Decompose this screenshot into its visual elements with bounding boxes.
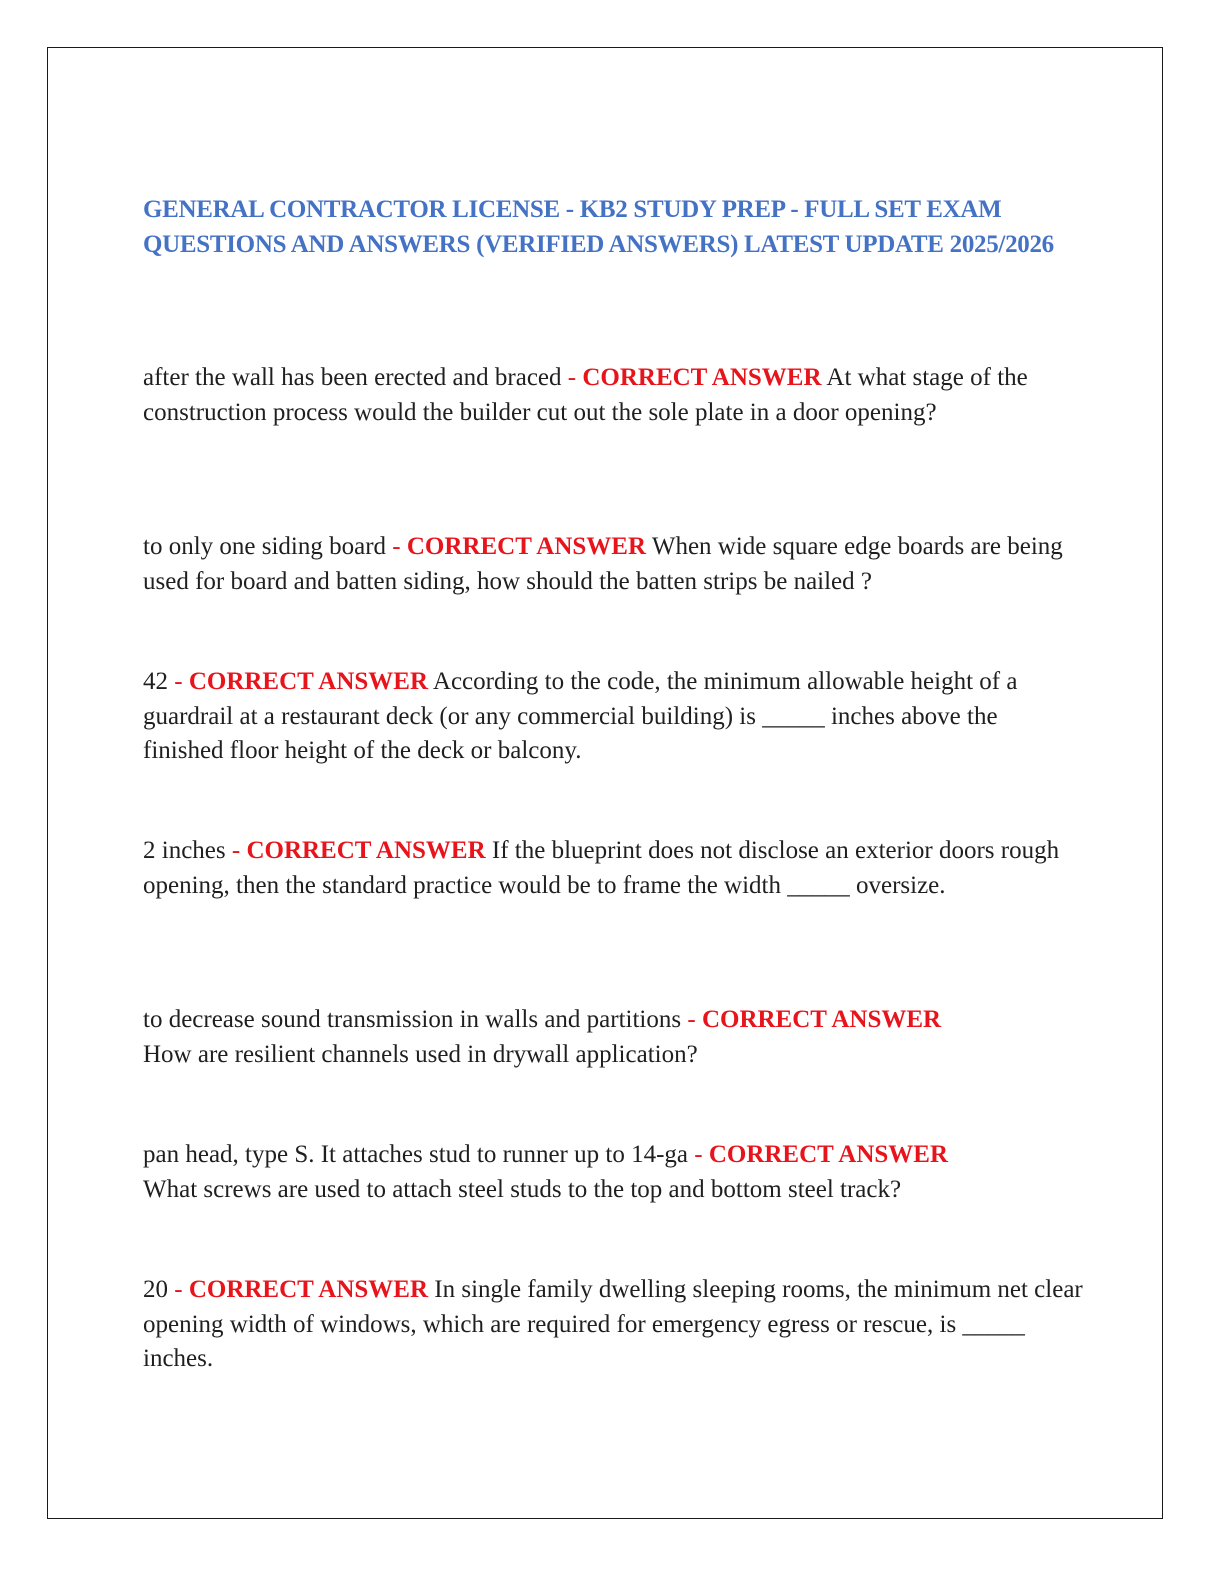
answer-separator: - xyxy=(567,364,577,391)
question-text: At what stage of the construction process would the builder cut out the sole plate in a door opening? xyxy=(143,364,1028,426)
answer-separator: - xyxy=(231,837,241,864)
correct-answer-label: CORRECT ANSWER xyxy=(188,1276,429,1303)
correct-answer-label: CORRECT ANSWER xyxy=(708,1141,949,1168)
correct-answer-label: CORRECT ANSWER xyxy=(701,1006,942,1033)
answer-separator: - xyxy=(694,1141,703,1168)
answer-separator: - xyxy=(174,668,183,695)
correct-answer-label: CORRECT ANSWER xyxy=(406,533,647,560)
correct-answer-label: CORRECT ANSWER xyxy=(246,837,486,864)
answer-separator: - xyxy=(392,533,401,560)
answer-separator: - xyxy=(174,1276,183,1303)
answer-text: after the wall has been erected and braced xyxy=(143,364,562,391)
answer-text: 2 inches xyxy=(143,837,226,864)
qa-item xyxy=(143,361,1083,430)
answer-text: pan head, type S. It attaches stud to runner up to 14-ga xyxy=(143,1141,688,1168)
qa-item xyxy=(143,665,1083,769)
qa-item xyxy=(143,530,1083,599)
correct-answer-label: CORRECT ANSWER xyxy=(582,364,822,391)
question-text: If the blueprint does not disclose an exterior doors rough opening, then the standard practice would be to frame the width _____ oversize. xyxy=(143,837,1060,899)
correct-answer-label: CORRECT ANSWER xyxy=(188,668,429,695)
answer-text: to only one siding board xyxy=(143,533,387,560)
document-title: GENERAL CONTRACTOR LICENSE - KB2 STUDY PREP - FULL SET EXAM QUESTIONS AND ANSWERS (VERIFIED ANSWERS) LATEST UPDATE 2025/2026 xyxy=(143,196,1054,258)
question-text: What screws are used to attach steel studs to the top and bottom steel track? xyxy=(143,1175,902,1203)
question-text: In single family dwelling sleeping rooms, the minimum net clear opening width of windows, which are required for emergency egress or rescue, is _____ inches. xyxy=(143,1276,1083,1372)
answer-text: to decrease sound transmission in walls and partitions xyxy=(143,1006,682,1033)
answer-text: 42 xyxy=(143,668,168,695)
question-text: According to the code, the minimum allowable height of a guardrail at a restaurant deck (or any commercial building) is _____ inches above the finished floor height of the deck or balcony. xyxy=(143,668,1018,764)
qa-item xyxy=(143,834,1083,903)
question-text: How are resilient channels used in drywall application? xyxy=(143,1040,698,1068)
qa-item xyxy=(143,1138,1083,1207)
answer-separator: - xyxy=(687,1006,696,1033)
document-content xyxy=(143,193,1083,1372)
answer-text: 20 xyxy=(143,1276,168,1303)
question-text: When wide square edge boards are being used for board and batten siding, how should the batten strips be nailed ? xyxy=(143,533,1063,595)
qa-item xyxy=(143,1273,1083,1377)
qa-item xyxy=(143,1003,1083,1072)
